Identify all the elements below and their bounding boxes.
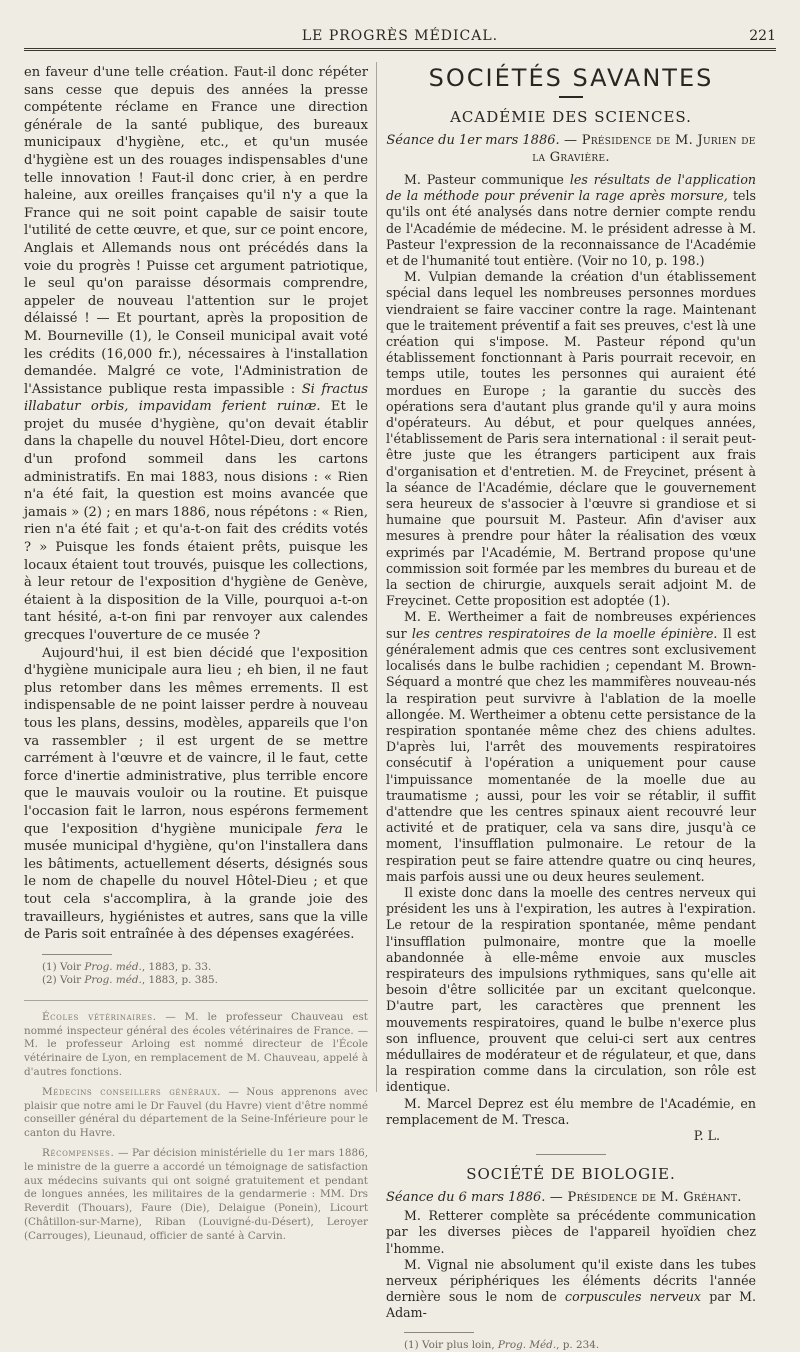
editorial-text-c: Aujourd'hui, il est bien décidé que l'exposition d'hygiène municipale aura lieu ; eh bien, il ne faut plus retomber dans les mêmes errements. Il est indispensable de ne point laisser perdre à nouveau tous les plans, dessins, modèles, appareils que l'on va rassembler ; il est urgent de se mettre carrément à l'œuvre et de vaincre, il le faut, cette force d'inertie administrative, plus terrible encore que le mauvais vouloir ou la routine. Et puisque l'occasion fait le larron, nous espérons fermement que l'exposition d'hygiène municipale xyxy=(24,645,368,837)
right-column xyxy=(386,64,756,1352)
footnote-1-page: , 1883, p. 33. xyxy=(141,960,212,973)
footnote-right xyxy=(386,1339,756,1352)
academie-paragraph-3 xyxy=(386,609,756,884)
news-item-ecoles-head: Écoles vétérinaires. xyxy=(42,1010,157,1023)
page-number: 221 xyxy=(749,28,776,44)
heading-dash xyxy=(559,96,583,98)
section-heading: SOCIÉTÉS SAVANTES xyxy=(428,64,714,92)
biologie-paragraph-1: M. Retterer complète sa précédente communication par les diverses pièces de l'appareil hyoïdien chez l'homme. xyxy=(386,1208,756,1256)
footnote-right-text: (1) Voir plus loin, xyxy=(404,1338,498,1351)
news-item-ecoles-body: — M. le professeur Chauveau est nommé inspecteur général des écoles vétérinaires de France. — M. le professeur Arloing est nommé directeur de l'École vétérinaire de Lyon, en remplacement de M. Chauveau, appelé à d'autres fonctions. xyxy=(24,1010,368,1079)
footnote-1-ref: Prog. méd. xyxy=(84,960,142,973)
academie-paragraph-1 xyxy=(386,172,756,269)
news-item-medecins-body: — Nous apprenons avec plaisir que notre ami le Dr Fauvel (du Havre) vient d'être nommé conseiller général du département de la Seine-Inférieure pour le canton du Havre. xyxy=(24,1085,368,1140)
section-rule xyxy=(24,1000,368,1001)
news-item-recompenses-head: Récompenses. xyxy=(42,1147,115,1160)
academie-p1-title: les résultats de l'application de la méthode pour prévenir la rage après morsure, xyxy=(386,172,757,204)
footnote-2 xyxy=(24,974,368,988)
column-divider xyxy=(376,62,377,1092)
emphasis-fera: fera xyxy=(315,821,343,837)
academie-p3-text: M. E. Wertheimer a fait de nombreuses expériences sur xyxy=(386,609,756,641)
academie-paragraph-5: M. Marcel Deprez est élu membre de l'Académie, en remplacement de M. Tresca. xyxy=(386,1095,756,1127)
footnote-2-text: (2) Voir xyxy=(42,974,85,987)
academie-heading: ACADÉMIE DES SCIENCES. xyxy=(450,108,692,126)
footnote-1 xyxy=(24,961,368,975)
news-item-recompenses-body: — Par décision ministérielle du 1er mars 1886, le ministre de la guerre a accordé un témoignage de satisfaction aux médecins suivants qui ont soigné gratuitement et pendant de longues années, les militaires de la gendarmerie : MM. Drs Reverdit (Thouars), Faure (Die), Delaigue (Ponein), Licourt (Châtillon-sur-Marne), Riban (Louvigné-du-Désert), Leroyer (Carrouges), Lieunaud, officier de santé à Carvin. xyxy=(24,1147,368,1242)
news-item-recompenses xyxy=(24,1147,368,1244)
editorial-text-d: le musée municipal d'hygiène, qu'on l'installera dans les bâtiments, actuellement déserts, désignés sous le nom de chapelle du nouvel Hôtel-Dieu ; et que tout cela s'accomplira, à la grande joie des travailleurs, hygiénistes et autres, sans que la ville de Paris soit entraînée à des dépenses exagérées. xyxy=(24,821,368,943)
seance-biologie xyxy=(386,1189,756,1206)
biologie-heading: SOCIÉTÉ DE BIOLOGIE. xyxy=(466,1165,676,1184)
academie-p3-tail: Il est généralement admis que ces centres sont exclusivement localisés dans le bulbe rachidien ; cependant M. Brown-Séquard a montré que chez les mammifères nouveau-nés la respiration peut survivre à l'ablation de la moelle allongée. M. Wertheimer a obtenu cette persistance de la respiration spontanée même chez des chiens adultes. D'après lui, l'arrêt des mouvements respiratoires consécutif à l'opération a uniquement pour cause l'impuissance momentanée de la moelle due au traumatisme ; aussi, pour les voir se rétablir, il suffit d'attendre que les centres spinaux aient recouvré leur activité et de pratiquer, cela va sans dire, jusqu'à ce moment, l'insufflation pulmonaire. Le retour de la respiration peut se faire attendre quatre ou cinq heures, mais parfois aussi une ou deux heures seulement. xyxy=(386,625,756,884)
academie-paragraph-2: M. Vulpian demande la création d'un établissement spécial dans lequel les nombreuses personnes mordues viendraient se faire vacciner contre la rage. Maintenant que le traitement préventif a fait ses preuves, c'est là une création qui s'impose. M. Pasteur répond qu'un établissement fonctionnant à Paris pourrait recevoir, en temps utile, toutes les personnes qui auraient été mordues en Europe ; la garantie du succès des opérations sera d'autant plus grande qu'il y aura moins d'opérateurs. Au début, et pour quelques années, l'établissement de Paris sera international : il serait peut-être juste que les étrangers participent aux frais d'organisation et d'entretien. M. de Freycinet, présent à la séance de l'Académie, déclare que le gouvernement sera heureux de s'associer à l'œuvre si grandiose et si humaine que poursuit M. Pasteur. Afin d'aviser aux mesures à prendre pour hâter la réalisation des vœux exprimés par l'Académie, M. Bertrand propose qu'une commission soit formée par les membres du bureau et de la section de chirurgie, auxquels serait adjoint M. de Freycinet. Cette proposition est adoptée (1). xyxy=(386,269,756,609)
footnote-2-page: , 1883, p. 385. xyxy=(141,974,218,987)
seance-academie xyxy=(386,132,756,166)
footnote-right-ref: Prog. Méd. xyxy=(497,1338,557,1351)
running-header xyxy=(24,26,776,51)
footnote-right-page: , p. 234. xyxy=(556,1338,600,1351)
academie-p3-title: les centres respiratoires de la moelle épinière. xyxy=(411,625,718,641)
seance-academie-date: Séance du 1er mars 1886. xyxy=(386,133,560,148)
editorial-paragraph-2 xyxy=(24,645,368,944)
academie-p1-tail: tels qu'ils ont été analysés dans notre dernier compte rendu de l'Académie de médecine. M. le président adresse à M. Pasteur l'expression de la reconnaissance de l'Académie et de l'humanité tout entière. (Voir no 10, p. 198.) xyxy=(386,188,756,269)
biologie-p2-term: corpuscules nerveux xyxy=(565,1289,702,1305)
academie-p1-text: M. Pasteur communique xyxy=(404,172,570,187)
seance-biologie-date: Séance du 6 mars 1886. xyxy=(386,1190,546,1206)
journal-title: LE PROGRÈS MÉDICAL. xyxy=(301,28,499,44)
editorial-text-a: en faveur d'une telle création. Faut-il donc répéter sans cesse que depuis des années la presse compétente réclame en France une direction générale de la santé publique, des bureaux municipaux d'hygiène, etc., et qu'un musée d'hygiène est un des rouages indispensables d'une telle innovation ! Faut-il donc crier, à en perdre haleine, aux oreilles françaises qu'il n'y a que la France qui ne soit point capable de saisir toute l'utilité de cette œuvre, et que, sur ce point encore, Anglais et Allemands nous ont précédés dans la voie du progrès ! Puisse cet argument patriotique, le seul qu'on paraisse désormais comprendre, appeler de nouveau l'attention sur le projet délaissé ! — Et pourtant, après la proposition de M. Bourneville (1), le Conseil municipal avait voté les crédits (16,000 fr.), nécessaires à l'installation demandée. Malgré ce vote, l'Administration de l'Assistance publique resta impassible : xyxy=(24,65,368,397)
footnote-2-ref: Prog. méd. xyxy=(84,974,142,987)
separator-rule xyxy=(536,1154,606,1155)
news-item-medecins-head: Médecins conseillers généraux. xyxy=(42,1085,222,1098)
footnote-1-text: (1) Voir xyxy=(42,960,85,973)
biologie-p2-text: M. Vignal nie absolument qu'il existe dans les tubes nerveux périphériques les éléments décrits l'année dernière sous le nom de xyxy=(386,1256,756,1305)
biologie-paragraph-2 xyxy=(386,1257,756,1322)
left-column xyxy=(24,64,368,1250)
seance-academie-presidence: — Présidence de M. Jurien de la Gravière. xyxy=(532,133,756,165)
footnote-rule-right xyxy=(404,1332,474,1333)
biologie-p2-tail: par M. Adam- xyxy=(386,1289,756,1321)
news-item-ecoles xyxy=(24,1011,368,1080)
signature-line xyxy=(386,1128,756,1144)
editorial-paragraph-1 xyxy=(24,64,368,645)
footnote-rule xyxy=(42,954,112,955)
latin-quote: Si fractus illabatur orbis, impavidam ferient ruinæ. xyxy=(24,381,368,415)
academie-paragraph-4: Il existe donc dans la moelle des centres nerveux qui président les uns à l'expiration, les autres à l'expiration. Le retour de la respiration spontanée, même pendant l'insufflation pulmonaire, montre que la moelle abandonnée à elle-même envoie aux muscles respirateurs des impulsions rythmiques, sans qu'elle ait besoin d'être sollicitée par un excitant quelconque. D'autre part, les caractères que prennent les mouvements respiratoires, quand le bulbe n'exerce plus son influence, prouvent que celui-ci sert aux centres médullaires de modérateur et de régulateur, et que, dans la respiration comme dans la circulation, son rôle est identique. xyxy=(386,884,756,1095)
signature: P. L. xyxy=(693,1127,720,1143)
seance-biologie-presidence: — Présidence de M. Gréhant. xyxy=(545,1190,742,1206)
editorial-text-b: Et le projet du musée d'hygiène, qu'on devait établir dans la chapelle du nouvel Hôtel-Dieu, dort encore d'un profond sommeil dans les cartons administratifs. En mai 1883, nous disions : « Rien n'a été fait, la question est moins avancée que jamais » (2) ; en mars 1886, nous répétons : « Rien, rien n'a été fait ; et qu'a-t-on fait des crédits votés ? » Puisque les fonds étaient prêts, puisque les locaux étaient tout trouvés, puisque les collections, à leur retour de l'exposition d'hygiène de Genève, étaient à la disposition de la Ville, pourquoi a-t-on tant hésité, a-t-on fini par renvoyer aux calendes grecques l'ouverture de ce musée ? xyxy=(24,399,368,643)
news-item-medecins xyxy=(24,1086,368,1141)
